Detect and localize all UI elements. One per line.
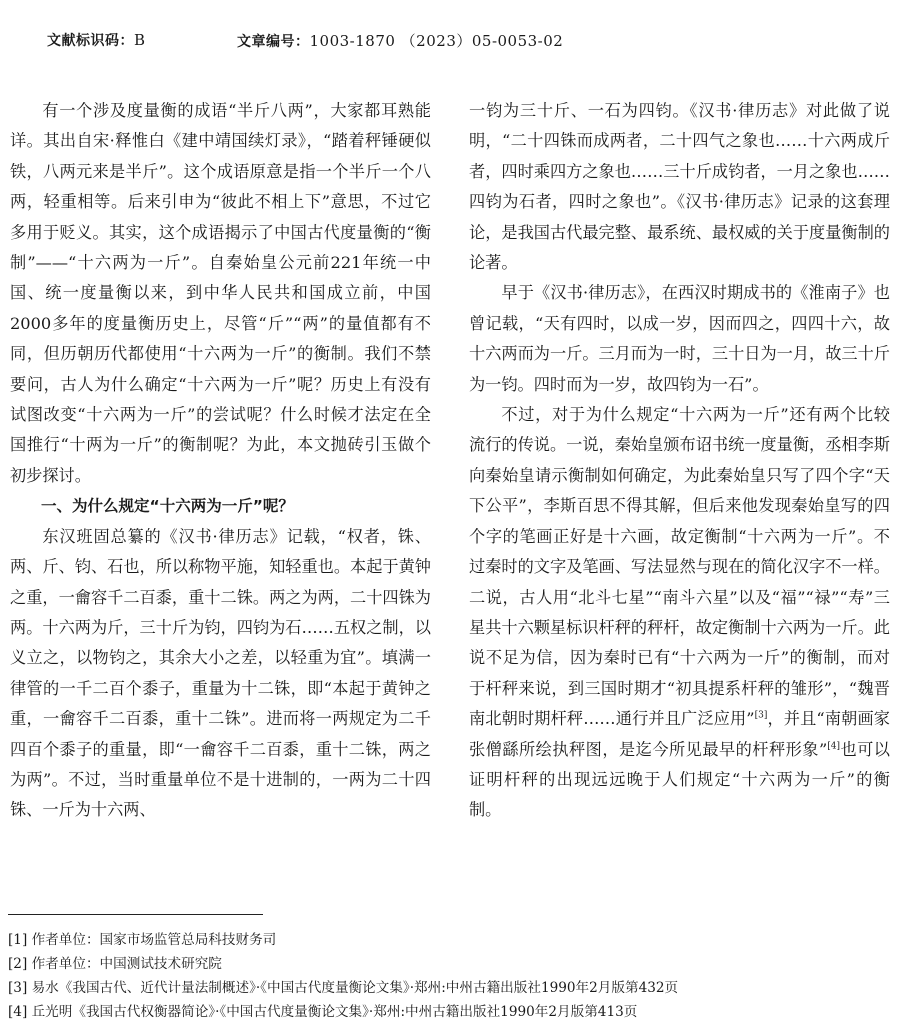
footnote: [2] 作者单位：中国测试技术研究院 — [8, 956, 222, 972]
citation-ref-4: [4] — [827, 741, 840, 752]
legend-text-b: ，并且“南朝画家张僧繇所绘执秤图，是迄今所见最早的杆秤形象” — [469, 709, 890, 759]
hanshu-paragraph: 东汉班固总纂的《汉书·律历志》记载，“权者，铢、两、斤、钧、石也，所以称物平施，知轻重也。本起于黄钟之重，一龠容千二百黍，重十二铢。两之为两，二十四铢为两。十六两为斤，三十斤为钧，四钧为石……五权之制，以义立之，以物钧之，其余大小之差，以轻重为宜”。填满一律管的一千二百个黍子，重量为十二铢，即“本起于黄钟之重，一龠容千二百黍，重十二铢”。进而将一两规定为二千四百个黍子的重量，即“一龠容千二百黍，重十二铢，两之为两”。不过，当时重量单位不是十进制的，一两为二十四铢、一斤为十六两、 — [10, 526, 431, 820]
footnote: [4] 丘光明《我国古代权衡器简论》·《中国古代度量衡论文集》·郑州:中州古籍出版社1990年2月版第413页 — [8, 1004, 638, 1020]
left-column — [10, 96, 431, 826]
article-number — [237, 30, 563, 51]
footnote: [1] 作者单位：国家市场监管总局科技财务司 — [8, 932, 277, 948]
legend-text-c: 也可以证明杆秤的出现远远晚于人们规定“十六两为一斤”的衡制。 — [469, 739, 890, 820]
section-heading: 一、为什么规定“十六两为一斤”呢？ — [41, 497, 294, 516]
footnote-divider — [8, 914, 263, 915]
legend-text-a: 不过，对于为什么规定“十六两为一斤”还有两个比较流行的传说。一说，秦始皇颁布诏书统一度量衡，丞相李斯向秦始皇请示衡制如何确定，为此秦始皇只写了四个字“天下公平”，李斯百思不得其解，但后来他发现秦始皇写的四个字的笔画正好是十六画，故定衡制“十六两为一斤”。不过秦时的文字及笔画、写法显然与现在的简化汉字不一样。二说，古人用“北斗七星”“南斗六星”以及“福”“禄”“寿”三星共十六颗星标识杆秤的秤杆，故定衡制十六两为一斤。此说不足为信，因为秦时已有“十六两为一斤”的衡制，而对于杆秤来说，到三国时期才“初具提系杆秤的雏形”，“魏晋南北朝时期杆秤……通行并且广泛应用” — [469, 405, 890, 729]
doc-code — [47, 30, 237, 51]
footnote: [3] 易水《我国古代、近代计量法制概述》·《中国古代度量衡论文集》·郑州:中州古籍出版社1990年2月版第432页 — [8, 980, 679, 996]
doc-code-label: 文献标识码： — [47, 33, 134, 49]
footnotes — [8, 928, 908, 1024]
article-number-value: 1003-1870 （2023）05-0053-02 — [309, 32, 564, 50]
huainanzi-paragraph: 早于《汉书·律历志》，在西汉时期成书的《淮南子》也曾记载，“天有四时，以成一岁，因而四之，四四十六，故十六两而为一斤。三月而为一时，三十日为一月，故三十斤为一钧。四时而为一岁，故四钧为一石”。 — [469, 283, 890, 394]
doc-code-value: B — [134, 31, 146, 49]
intro-paragraph: 有一个涉及度量衡的成语“半斤八两”，大家都耳熟能详。其出自宋·释惟白《建中靖国续灯录》，“踏着秤锤硬似铁，八两元来是半斤”。这个成语原意是指一个半斤一个八两，轻重相等。后来引申为“彼此不相上下”意思，不过它多用于贬义。其实，这个成语揭示了中国古代度量衡的“衡制”——“十六两为一斤”。自秦始皇公元前221年统一中国、统一度量衡以来，到中华人民共和国成立前，中国2000多年的度量衡历史上，尽管“斤”“两”的量值都有不同，但历朝历代都使用“十六两为一斤”的衡制。我们不禁要问，古人为什么确定“十六两为一斤”呢？历史上有没有试图改变“十六两为一斤”的尝试呢？什么时候才法定在全国推行“十两为一斤”的衡制呢？为此，本文抛砖引玉做个初步探讨。 — [10, 101, 431, 485]
right-column — [469, 96, 890, 826]
continued-paragraph: 一钧为三十斤、一石为四钧。《汉书·律历志》对此做了说明，“二十四铢而成两者，二十四气之象也……十六两成斤者，四时乘四方之象也……三十斤成钧者，一月之象也……四钧为石者，四时之象也”。《汉书·律历志》记录的这套理论，是我国古代最完整、最系统、最权威的关于度量衡制的论著。 — [469, 101, 890, 273]
legend-paragraph — [469, 400, 890, 826]
citation-ref-3: [3] — [754, 710, 768, 721]
article-header — [47, 30, 563, 51]
article-number-label: 文章编号： — [237, 34, 310, 50]
